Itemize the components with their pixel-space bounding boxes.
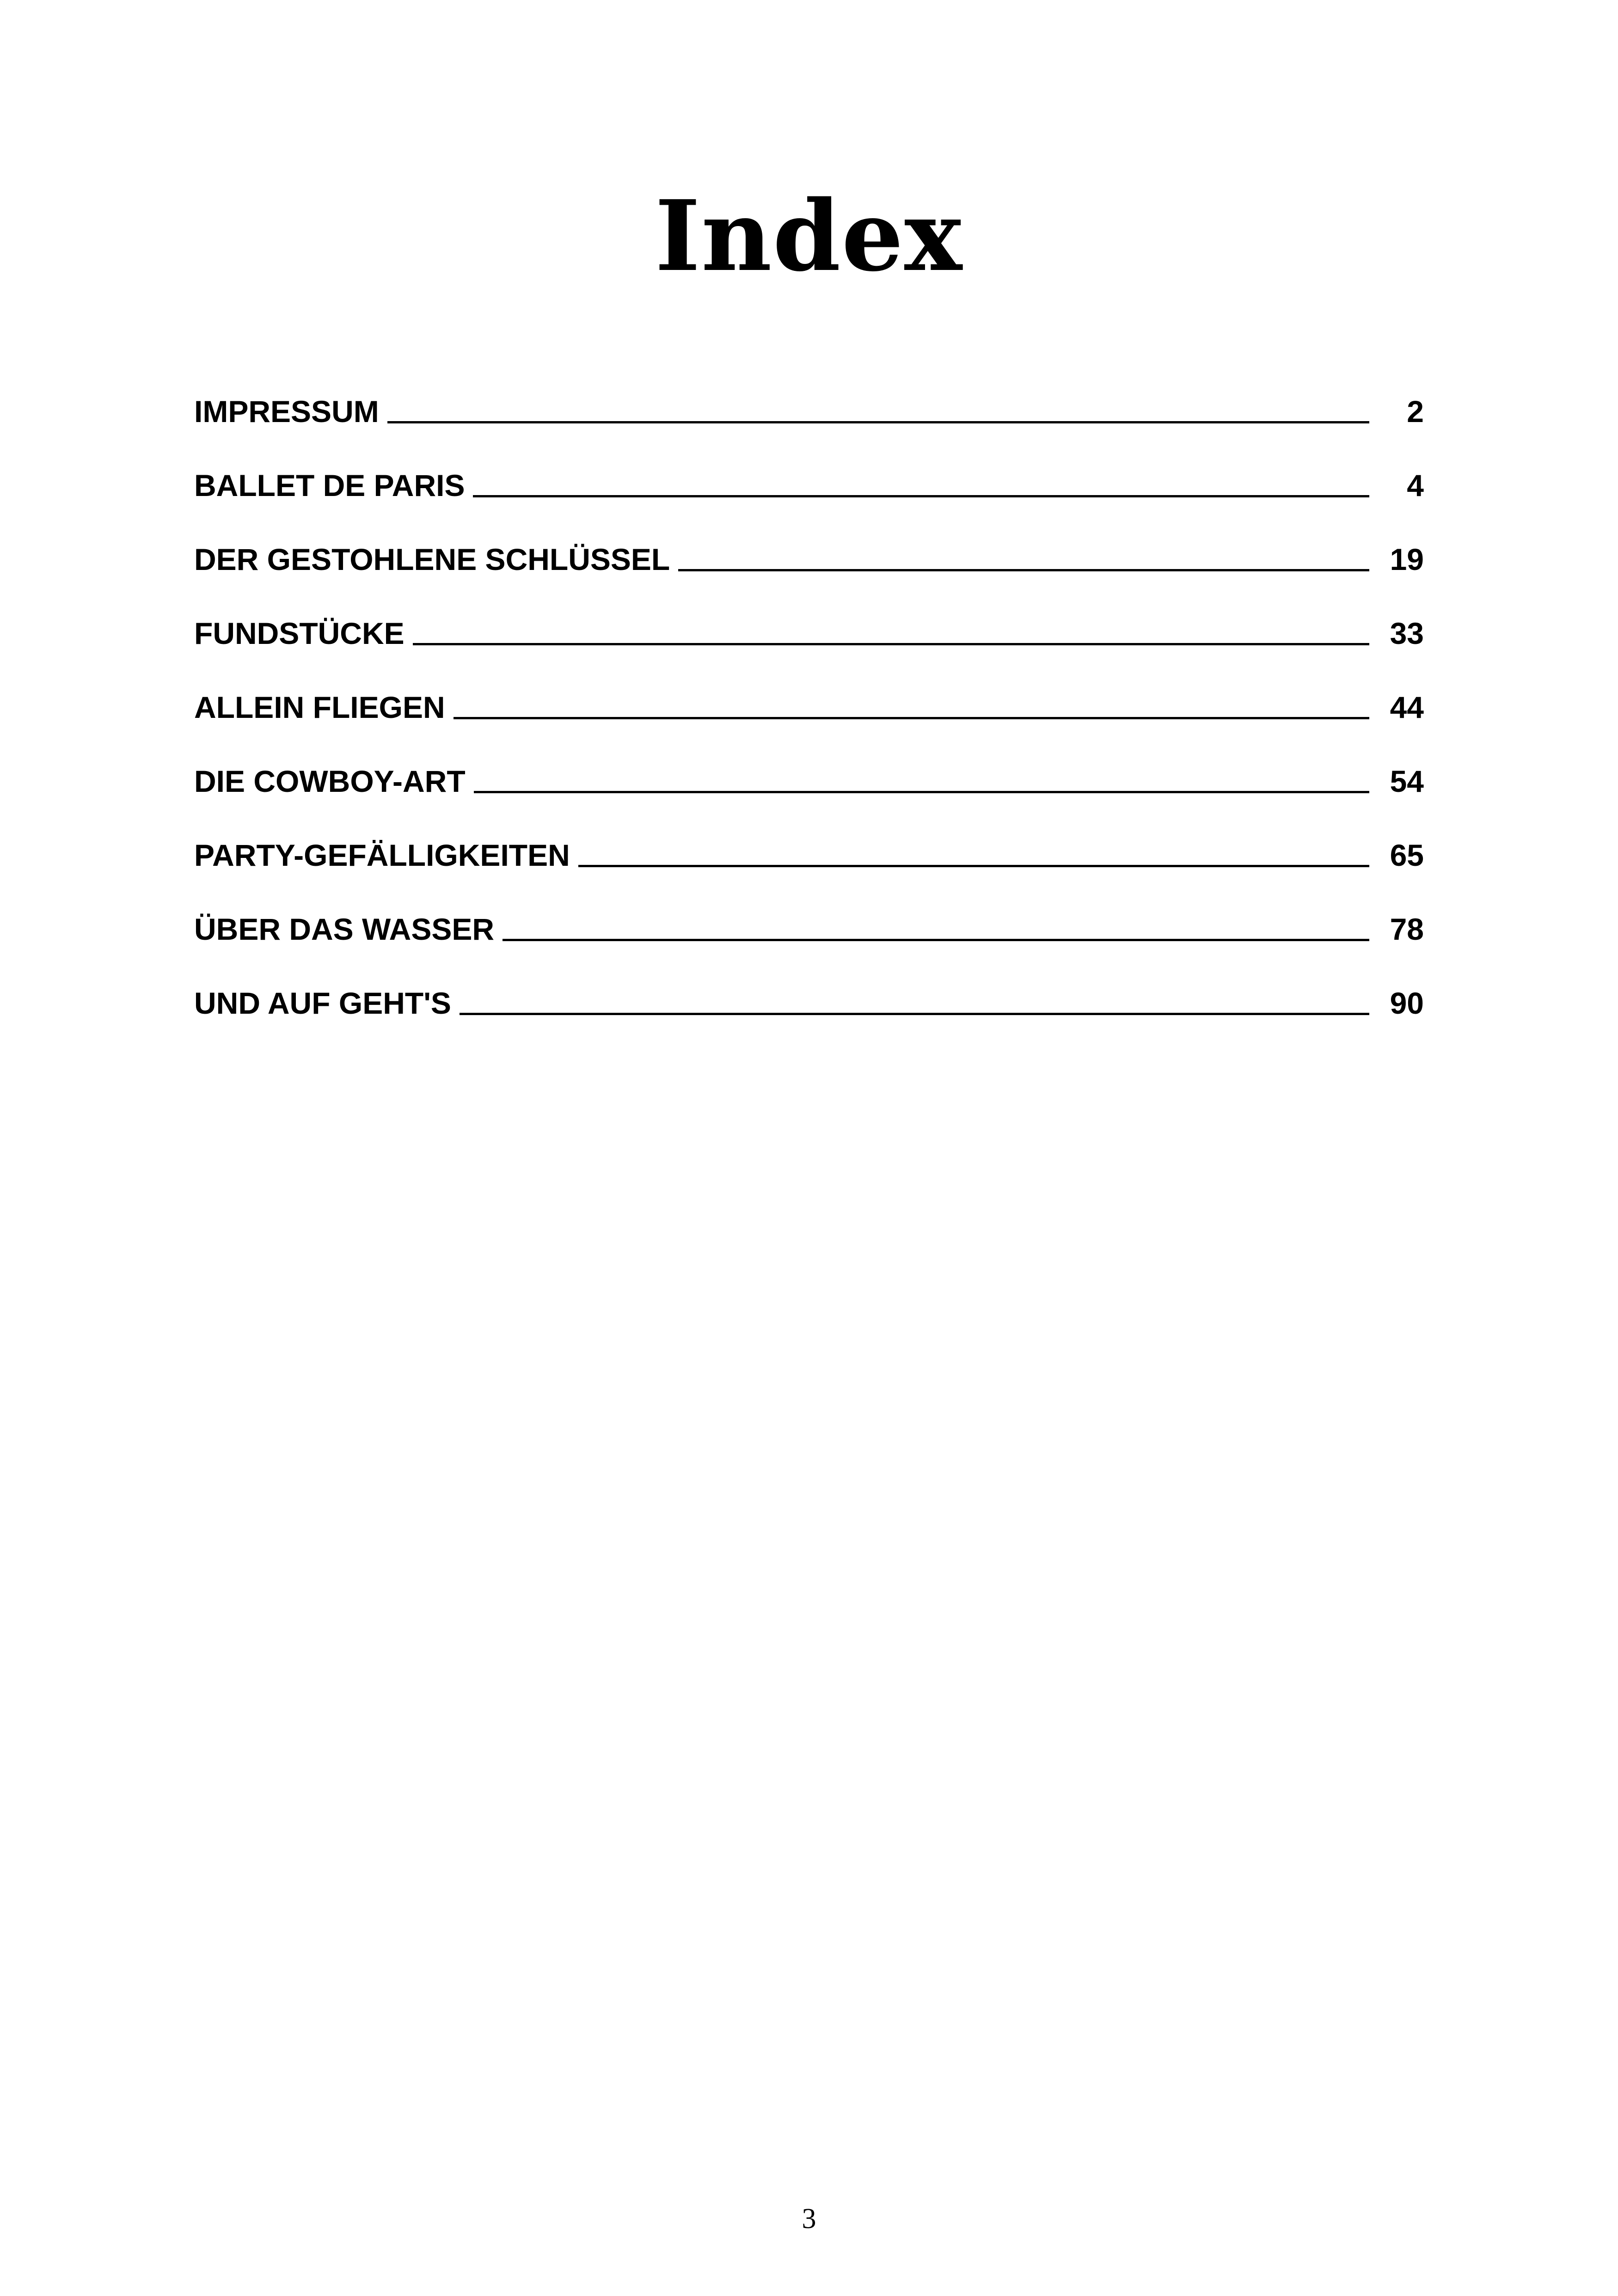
toc-entry[interactable] [194, 504, 1424, 578]
table-of-contents [194, 356, 1424, 1022]
toc-entry[interactable] [194, 430, 1424, 504]
toc-entry[interactable] [194, 726, 1424, 800]
toc-leader-line [454, 717, 1369, 719]
page-title: Index [655, 178, 963, 293]
toc-entry-title: DER GESTOHLENE SCHLÜSSEL [194, 542, 670, 576]
toc-entry-page: 78 [1390, 912, 1424, 946]
toc-leader-line [578, 865, 1369, 867]
toc-entry-page: 44 [1390, 690, 1424, 724]
toc-leader-line [503, 939, 1369, 941]
toc-entry-page: 4 [1407, 468, 1424, 502]
toc-entry-title: PARTY-GEFÄLLIGKEITEN [194, 838, 570, 872]
toc-entry-title: BALLET DE PARIS [194, 468, 465, 502]
toc-entry[interactable] [194, 652, 1424, 726]
toc-entry-title: DIE COWBOY-ART [194, 764, 466, 798]
toc-entry-page: 90 [1390, 986, 1424, 1020]
toc-leader-line [474, 791, 1369, 793]
toc-entry[interactable] [194, 578, 1424, 652]
toc-leader-line [413, 643, 1369, 645]
toc-entry[interactable] [194, 800, 1424, 874]
toc-entry-page: 33 [1390, 616, 1424, 650]
toc-entry[interactable] [194, 874, 1424, 948]
toc-entry-title: IMPRESSUM [194, 394, 379, 429]
toc-leader-line [387, 421, 1369, 423]
toc-entry-title: FUNDSTÜCKE [194, 616, 404, 650]
toc-entry-page: 2 [1407, 394, 1424, 429]
toc-leader-line [460, 1013, 1369, 1015]
toc-entry[interactable] [194, 356, 1424, 430]
toc-entry-title: UND AUF GEHT'S [194, 986, 451, 1020]
toc-entry[interactable] [194, 948, 1424, 1022]
toc-leader-line [678, 569, 1369, 571]
toc-entry-page: 65 [1390, 838, 1424, 872]
toc-entry-page: 19 [1390, 542, 1424, 576]
toc-entry-title: ÜBER DAS WASSER [194, 912, 495, 946]
toc-entry-page: 54 [1390, 764, 1424, 798]
toc-leader-line [473, 495, 1369, 497]
page-number: 3 [802, 2203, 816, 2235]
toc-entry-title: ALLEIN FLIEGEN [194, 690, 445, 724]
